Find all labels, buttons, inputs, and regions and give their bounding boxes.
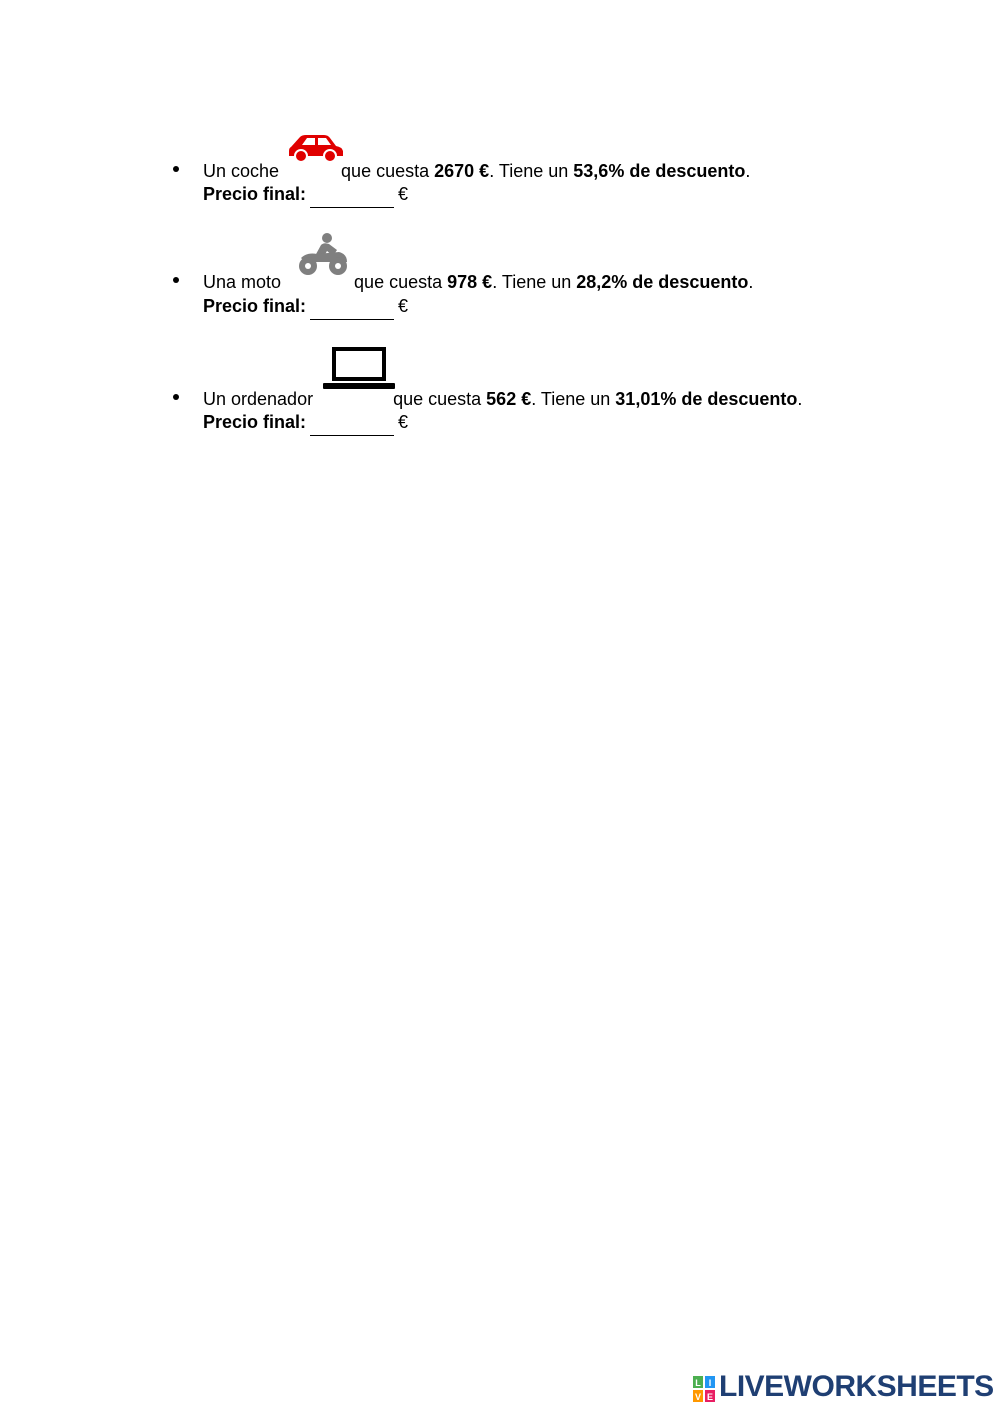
- final-price-row: [203, 183, 408, 208]
- item-sentence: [203, 388, 802, 410]
- item-mid: que cuesta: [341, 161, 430, 181]
- final-price-label: Precio final:: [203, 184, 307, 204]
- item-sentence: [203, 160, 750, 182]
- item-sentence: [203, 271, 753, 293]
- item-tiene: . Tiene un: [489, 161, 569, 181]
- final-price-row: [203, 411, 408, 436]
- liveworksheets-logo-text: LIVEWORKSHEETS: [719, 1370, 994, 1403]
- item-price: 2670 €: [434, 161, 490, 181]
- final-price-row: [203, 295, 408, 320]
- final-price-input[interactable]: [310, 417, 394, 436]
- item-discount: 31,01% de descuento: [615, 389, 798, 409]
- laptop-icon: [322, 345, 396, 391]
- item-prefix: Un ordenador: [203, 389, 314, 409]
- item-mid: que cuesta: [354, 272, 443, 292]
- item-price: 978 €: [447, 272, 493, 292]
- item-end: .: [797, 389, 803, 409]
- car-icon: [288, 133, 344, 163]
- svg-text:E: E: [706, 1392, 714, 1402]
- item-mid: que cuesta: [393, 389, 482, 409]
- svg-text:L: L: [695, 1378, 701, 1388]
- bullet: [172, 170, 182, 176]
- liveworksheets-logo-icon: [693, 1376, 715, 1402]
- final-price-input[interactable]: [310, 189, 394, 208]
- item-tiene: . Tiene un: [492, 272, 572, 292]
- final-price-label: Precio final:: [203, 412, 307, 432]
- final-price-input[interactable]: [310, 301, 394, 320]
- final-price-label: Precio final:: [203, 296, 307, 316]
- bullet: [172, 398, 182, 404]
- svg-text:I: I: [708, 1378, 712, 1388]
- item-end: .: [745, 161, 751, 181]
- currency-symbol: €: [398, 412, 409, 432]
- item-price: 562 €: [486, 389, 532, 409]
- item-tiene: . Tiene un: [531, 389, 611, 409]
- svg-text:V: V: [694, 1392, 702, 1402]
- item-discount: 28,2% de descuento: [576, 272, 749, 292]
- item-discount: 53,6% de descuento: [573, 161, 746, 181]
- currency-symbol: €: [398, 184, 409, 204]
- item-prefix: Un coche: [203, 161, 280, 181]
- item-prefix: Una moto: [203, 272, 282, 292]
- bullet: [172, 281, 182, 287]
- currency-symbol: €: [398, 296, 409, 316]
- item-end: .: [748, 272, 754, 292]
